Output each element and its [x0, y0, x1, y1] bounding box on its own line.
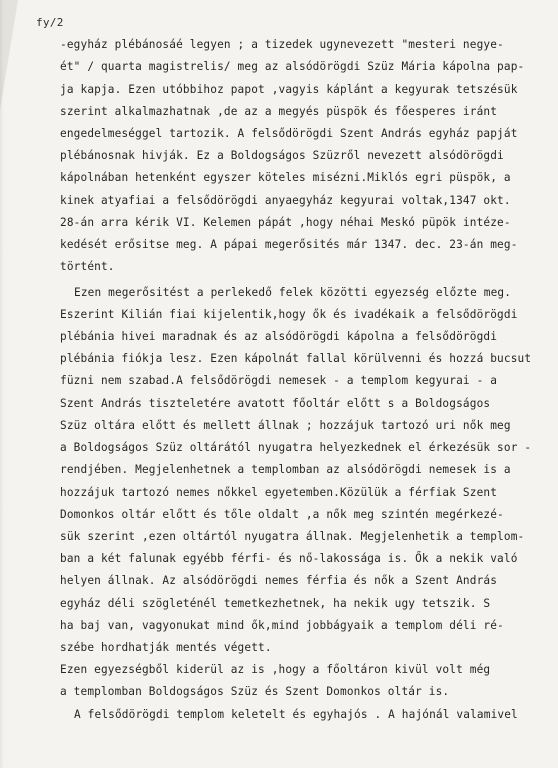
- text-line: füzni nem szabad.A felsődörögdi nemesek - a templom kegyurai - a: [60, 374, 498, 387]
- text-line: a Boldogságos Szüz oltárától nyugatra helyezkednek el érkezésük sor -: [60, 441, 532, 454]
- text-line: történt.: [60, 260, 115, 273]
- text-line: ha baj van, vagyonukat mind ők,mind jobbágyaik a templom déli ré-: [60, 619, 504, 632]
- text-line: rendjében. Megjelenhetnek a templomban az alsódörögdi nemesek is a: [60, 463, 511, 476]
- text-line: Ezen egyezségből kiderül az is ,hogy a főoltáron kivül volt még: [60, 663, 491, 676]
- text-line: Szent András tiszteletére avatott főoltár előtt s a Boldogságos: [60, 397, 491, 410]
- text-line: kedését erősitse meg. A pápai megerősités már 1347. dec. 23-án meg-: [60, 238, 518, 251]
- text-line: a templomban Boldogságos Szüz és Szent Domonkos oltár is.: [60, 685, 450, 698]
- text-line: szerint alkalmazhatnak ,de az a megyés püspök és főesperes iránt: [60, 105, 498, 118]
- text-line: Domonkos oltár előtt és tőle oldalt ,a nők meg szintén megérkezé-: [60, 508, 504, 521]
- text-line: sük szerint ,ezen oltártól nyugatra állnak. Megjelenhetik a templom-: [60, 530, 525, 543]
- text-line: engedelmeséggel tartozik. A felsődörögdi Szent András egyház papját: [60, 127, 518, 140]
- text-line: plébánia fiókja lesz. Ezen kápolnát fallal körülvenni és hozzá bucsut: [60, 352, 532, 365]
- text-line: plébánosnak hivják. Ez a Boldogságos Szüzről nevezett alsódörögdi: [60, 149, 504, 162]
- text-line: helyen állnak. Az alsódörögdi nemes férfia és nők a Szent András: [60, 574, 498, 587]
- text-line: ét" / quarta magistrelis/ meg az alsódörögdi Szüz Mária kápolna pap-: [60, 60, 525, 73]
- text-line: 28-án arra kérik VI. Kelemen pápát ,hogy néhai Meskó püpök intéze-: [60, 216, 511, 229]
- text-line: kinek atyafiai a felsődörögdi anyaegyház kegyurai voltak,1347 okt.: [60, 194, 511, 207]
- text-line: szébe hordhatják mentés végett.: [60, 641, 272, 654]
- page-reference: fy/2: [36, 16, 64, 29]
- text-line: ban a két falunak egyébb férfi- és nő-lakossága is. Ők a nekik való: [60, 552, 518, 565]
- text-line: egyház déli szögleténél temetkezhetnek, ha nekik ugy tetszik. S: [60, 597, 491, 610]
- text-line: ja kapja. Ezen utóbbihoz papot ,vagyis káplánt a kegyurak tetszésük: [60, 83, 518, 96]
- text-line: Szüz oltára előtt és mellett állnak ; hozzájuk tartozó uri nők meg: [60, 419, 511, 432]
- text-line: Ezen megerősitést a perlekedő felek közötti egyezség előzte meg.: [74, 286, 512, 299]
- text-line: -egyház plébánosáé legyen ; a tizedek ugynevezett "mesteri negye-: [60, 38, 504, 51]
- text-line: plébánia hivei maradnak és az alsódörögdi kápolna a felsődörögdi: [60, 330, 498, 343]
- text-line: A felsődörögdi templom keletelt és egyhajós . A hajónál valamivel: [74, 708, 518, 721]
- text-line: Eszerint Kilián fiai kijelentik,hogy ők és ivadékaik a felsődörögdi: [60, 308, 518, 321]
- text-line: hozzájuk tartozó nemes nőkkel egyetemben.Közülük a férfiak Szent: [60, 486, 498, 499]
- text-line: kápolnában hetenként egyszer köteles misézni.Miklós egri püspök, a: [60, 171, 511, 184]
